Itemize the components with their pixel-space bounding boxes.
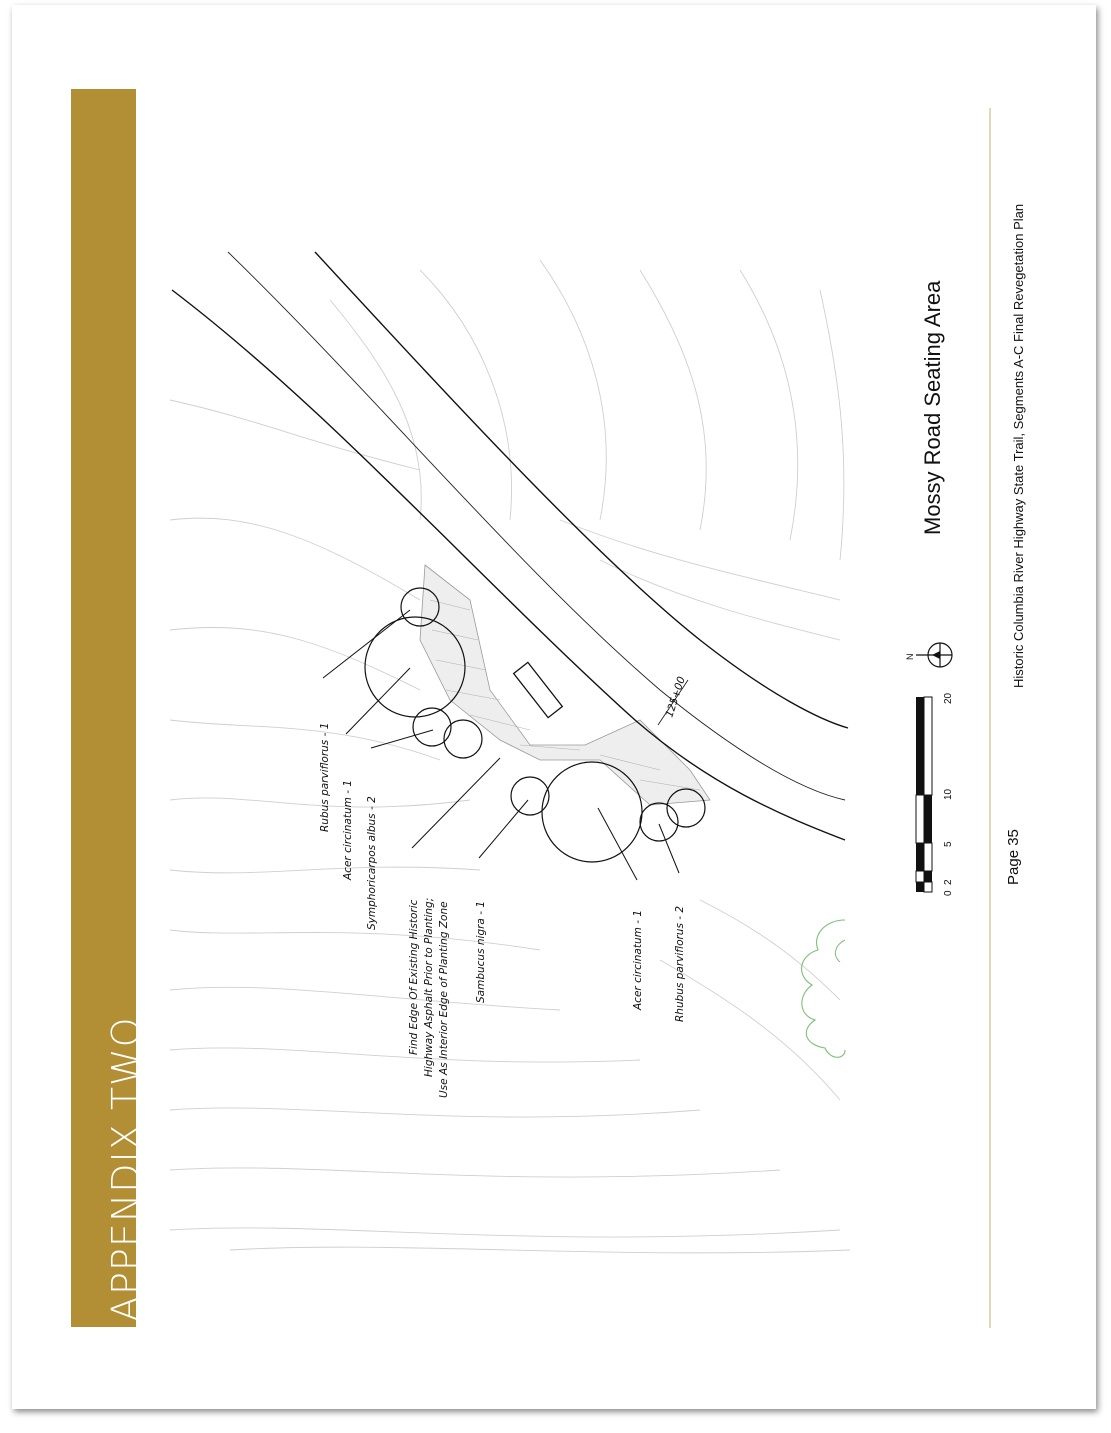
note-line-3: Use As Interior Edge of Planting Zone [438, 901, 450, 1098]
vegetation-outline [802, 920, 845, 1057]
label-symphoricarpos: Symphoricarpos albus - 2 [366, 796, 378, 930]
section-title: APPENDIX TWO [104, 1016, 148, 1322]
planting-circles [365, 588, 705, 862]
planting-zone [420, 565, 710, 805]
scale-tick-5: 5 [943, 841, 954, 847]
note-line-1: Find Edge Of Existing Historic [408, 899, 420, 1055]
scale-bar [916, 697, 932, 892]
label-sambucus: Sambucus nigra - 1 [475, 900, 487, 1003]
plant-circle-symphoricarpos-b [444, 720, 482, 758]
plant-circle-acer-2 [542, 762, 642, 862]
plan-title: Mossy Road Seating Area [920, 280, 945, 535]
north-label: N [905, 653, 915, 660]
page-number: Page 35 [1005, 829, 1022, 885]
scale-tick-20: 20 [943, 692, 954, 704]
highway-inner-edge [228, 252, 845, 800]
north-arrow-icon [905, 643, 952, 667]
label-rubus: Rubus parviflorus - 1 [319, 722, 331, 832]
label-acer-1: Acer circinatum - 1 [342, 779, 354, 880]
footer-title: Historic Columbia River Highway State Trail, Segments A-C Final Revegetation Plan [1011, 203, 1026, 688]
label-rhubus: Rhubus parviflorus - 2 [674, 905, 686, 1022]
scale-tick-0: 0 [943, 890, 954, 896]
bench [514, 662, 563, 717]
station-label: 125+00 [663, 675, 688, 719]
label-acer-2: Acer circinatum - 1 [632, 909, 644, 1010]
scale-ticks [943, 692, 954, 896]
scale-tick-2: 2 [943, 879, 954, 885]
contour-lines [170, 260, 850, 1253]
scale-tick-10: 10 [943, 788, 954, 800]
note-line-2: Highway Asphalt Prior to Planting; [423, 897, 435, 1077]
plant-circle-sambucus [511, 777, 549, 815]
